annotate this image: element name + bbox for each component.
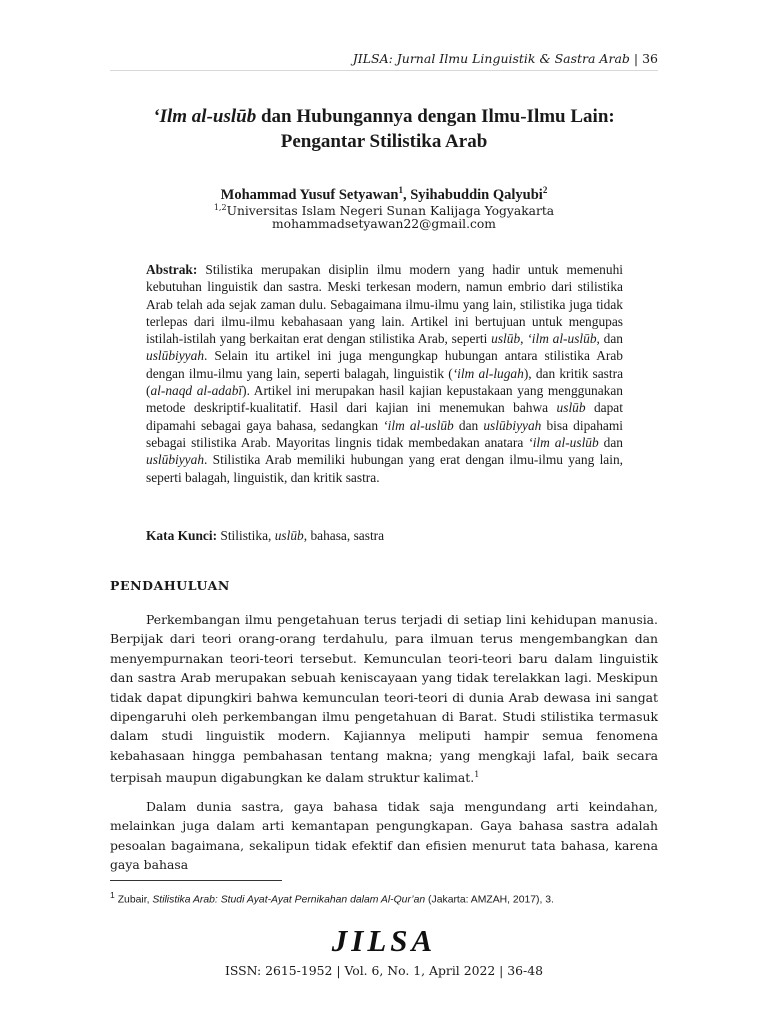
abstract-term: ‘ilm al-lugah [452,365,524,381]
keywords-label: Kata Kunci: [146,528,218,543]
running-header [110,51,658,67]
abstract-term: uslūbiyyah [146,348,205,364]
abstract-term: uslūb [556,400,586,416]
footnote-book-title: Stilistika Arab: Studi Ayat-Ayat Pernikahan dalam Al-Qur’an [152,894,426,906]
abstract-term: ‘ilm al-uslūb [383,417,454,433]
author-1-marker: 1 [398,185,403,195]
abstract-text: , [520,331,528,347]
abstract-term: uslūbiyyah [146,452,205,468]
keyword-text: , bahasa, sastra [303,528,385,543]
abstract-text: ), dan kritik sastra ( [146,365,624,399]
header-rule [110,70,658,71]
header-separator: | [633,51,639,66]
author-2: Syihabuddin Qalyubi [410,186,543,203]
abstract-text: dan [453,417,484,433]
title-line1: dan Hubungannya dengan Ilmu-Ilmu Lain: [256,106,615,127]
keyword-term: uslūb [274,528,304,543]
abstract-label: Abstrak: [146,262,198,277]
abstract-text: dapat dipamahi sebagai gaya bahasa, sedangkan [146,400,623,433]
journal-name: JILSA: Jurnal Ilmu Linguistik & Sastra Arab [352,51,630,66]
author-1: Mohammad Yusuf Setyawan [220,186,399,203]
abstract-text: ). Artikel ini merupakan hasil kajian kepustakaan yang menggunakan metode deskriptif-kualitatif. Hasil dari kajian ini menemukan bahwa [146,383,623,416]
affiliation-marker: 1,2 [213,203,227,212]
page-number: 36 [642,51,658,66]
footnote-marker: 1 [110,890,115,900]
title-line2: Pengantar Stilistika Arab [280,131,488,152]
abstract [146,261,623,486]
author-2-marker: 2 [542,185,548,195]
footnote-text: (Jakarta: AMZAH, 2017), 3. [425,894,554,906]
abstract-term: ‘ilm al-uslūb [528,434,599,450]
footnote-rule [110,880,282,881]
article-title [110,104,658,154]
abstract-term: al-naqd al-adabī [150,383,243,399]
author-joiner: , [402,186,411,203]
abstract-text: . Selain itu artikel ini juga mengungkap hubungan antara stilistika Arab dengan ilmu-ilmu yang lain, seperti balagah, linguistik ( [146,348,623,381]
abstract-term: ‘ilm al-uslūb [527,331,597,347]
keyword-text: Stilistika, [217,528,275,543]
abstract-text: Stilistika merupakan disiplin ilmu modern yang hadir untuk memenuhi kebutuhan linguistik dan sastra. Meski terkesan modern, namun embrio dari stilistika Arab telah ada sejak zaman dulu. Sebagaimana ilmu-ilmu yang lain, stilistika juga tidak terlepas dari ilmu-ilmu kebahasaan yang lain. Artikel ini bertujuan untuk mengupas istilah-istilah yang berkaitan erat dengan stilistika Arab, seperti [146,262,623,347]
journal-logo: JILSA [331,923,437,958]
abstract-text: bisa dipahami sebagai stilistika Arab. Mayoritas lingnis tidak membedakan anatara [146,417,624,450]
abstract-text: dan [598,434,623,450]
footnote [110,888,658,907]
section-heading: PENDAHULUAN [110,578,230,593]
paragraph-text: Perkembangan ilmu pengetahuan terus terjadi di setiap lini kehidupan manusia. Berpijak dari teori orang-orang terdahulu, para ilmuan terus mengembangkan dan menyempurnakan teori-teori tersebut. Kemunculan teori-teori baru dalam linguistik dan sastra Arab merupakan sebuah keniscayaan yang tidak terelakkan lagi. Meskipun tidak dapat dipungkiri bahwa kemunculan teori-teori di dunia Arab dewasa ini sangat dipengaruhi oleh perkembangan ilmu pengetahuan di Barat. Studi stilistika termasuk dalam studi linguistik modern. Kajiannya meliputi hampir semua fenomena kebahasaan hingga pembahasan tentang makna; yang mengkaji lafal, baik secara terpisah maupun digabungkan ke dalam struktur kalimat. [110,612,658,786]
footnote-text: Zubair, [114,894,153,906]
abstract-term: uslūbiyyah [483,417,542,433]
body-paragraph-1 [110,610,658,788]
footnote-reference[interactable]: 1 [474,770,480,780]
author-email: mohammadsetyawan22@gmail.com [272,217,496,231]
issn-line: ISSN: 2615-1952 | Vol. 6, No. 1, April 2022 | 36-48 [224,963,544,978]
affiliation-text: Universitas Islam Negeri Sunan Kalijaga Yogyakarta [226,204,555,219]
abstract-text: , dan [596,331,624,347]
abstract-text: . Stilistika Arab memiliki hubungan yang erat dengan ilmu-ilmu yang lain, seperti balagah, linguistik, dan kritik sastra. [146,452,623,485]
abstract-term: uslūb [491,331,521,347]
keywords [146,527,623,545]
title-italic-term: ‘Ilm al-uslūb [153,106,257,127]
body-paragraph-2: Dalam dunia sastra, gaya bahasa tidak saja mengundang arti keindahan, melainkan juga dalam arti kemantapan pengungkapan. Gaya bahasa sastra adalah pesoalan bagaimana, sekalipun tidak efektif dan efisien menurut tata bahasa, karena gaya bahasa [110,799,658,873]
